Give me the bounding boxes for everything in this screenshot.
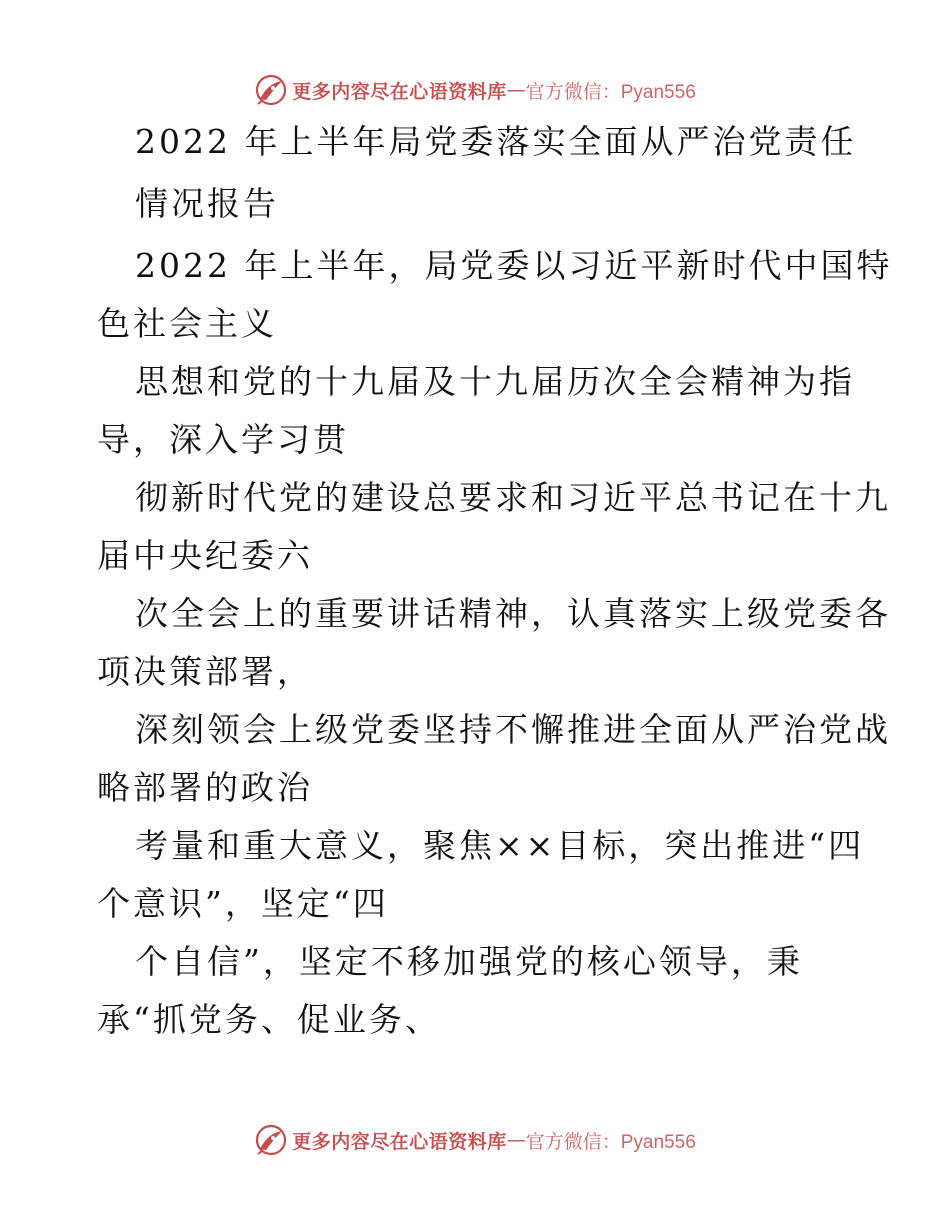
pen-logo-icon <box>254 1123 288 1157</box>
text-line: 承“抓党务、促业务、 <box>97 1000 441 1039</box>
title-line-1: 2022 年上半年局党委落实全面从严治党责任 <box>135 122 857 161</box>
text-line: 考量和重大意义，聚焦××目标，突出推进“四 <box>135 826 865 865</box>
banner-wechat: 官方微信：Pyan556 <box>525 81 696 103</box>
text-line: 次全会上的重要讲话精神，认真落实上级党委各 <box>135 594 891 633</box>
text-line: 导，深入学习贯 <box>97 420 349 459</box>
text-line: 届中央纪委六 <box>97 536 313 575</box>
text-line: 项决策部署， <box>97 652 313 691</box>
header-banner <box>0 70 950 110</box>
text-line: 略部署的政治 <box>97 768 313 807</box>
text-line: 个意识”，坚定“四 <box>97 884 389 923</box>
text-line: 色社会主义 <box>97 304 277 343</box>
text-line: 彻新时代党的建设总要求和习近平总书记在十九 <box>135 478 891 517</box>
banner-site-text: 更多内容尽在心语资料库 <box>292 80 507 103</box>
title-line-2: 情况报告 <box>135 184 279 223</box>
banner-wechat: 官方微信：Pyan556 <box>525 1131 696 1153</box>
text-line: 思想和党的十九届及十九届历次全会精神为指 <box>135 362 855 401</box>
text-line: 个自信”，坚定不移加强党的核心领导，秉 <box>135 942 803 981</box>
text-line: 深刻领会上级党委坚持不懈推进全面从严治党战 <box>135 710 891 749</box>
pen-logo-icon <box>254 73 288 107</box>
text-line: 2022 年上半年，局党委以习近平新时代中国特 <box>135 246 893 285</box>
banner-separator: — <box>506 79 526 101</box>
footer-banner <box>0 1120 950 1160</box>
banner-separator: — <box>506 1129 526 1151</box>
banner-site-text: 更多内容尽在心语资料库 <box>292 1130 507 1153</box>
